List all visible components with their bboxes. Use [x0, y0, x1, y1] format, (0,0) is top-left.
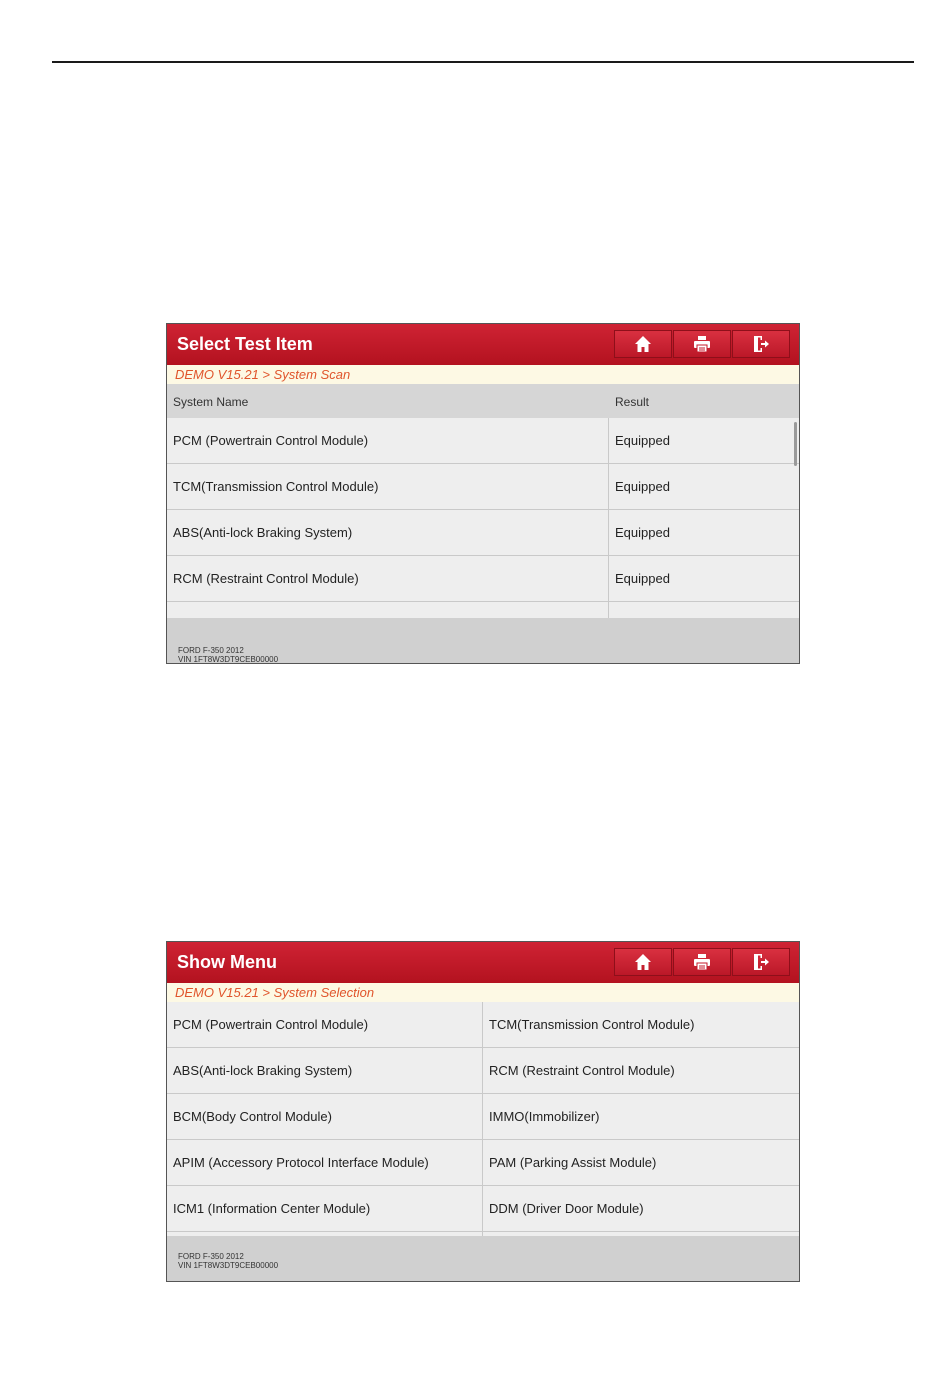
system-name-cell: PCM (Powertrain Control Module) — [173, 433, 369, 448]
system-name-cell: ABS(Anti-lock Braking System) — [173, 525, 353, 540]
print-icon — [693, 335, 711, 353]
result-cell: Equipped — [615, 479, 670, 494]
screen-title: Select Test Item — [177, 334, 313, 354]
breadcrumb: DEMO V15.21 > System Scan — [167, 365, 799, 384]
menu-item[interactable]: ABS(Anti-lock Braking System) — [173, 1063, 353, 1078]
print-button[interactable] — [673, 330, 731, 358]
vehicle-vin: VIN 1FT8W3DT9CEB00000 — [178, 655, 279, 664]
result-cell: Equipped — [615, 571, 670, 586]
menu-item[interactable]: PCM (Powertrain Control Module) — [173, 1017, 369, 1032]
exit-icon — [752, 335, 770, 353]
system-name-cell: RCM (Restraint Control Module) — [173, 571, 359, 586]
show-menu-screen — [166, 941, 800, 1282]
menu-item[interactable]: IMMO(Immobilizer) — [489, 1109, 600, 1124]
result-cell: Equipped — [615, 433, 670, 448]
menu-row — [167, 1140, 799, 1186]
exit-button[interactable] — [732, 948, 790, 976]
system-name-cell: TCM(Transmission Control Module) — [173, 479, 379, 494]
table-row[interactable] — [167, 510, 799, 556]
menu-item[interactable]: APIM (Accessory Protocol Interface Module) — [173, 1155, 429, 1170]
menu-row — [167, 1002, 799, 1048]
result-cell: Equipped — [615, 525, 670, 540]
exit-button[interactable] — [732, 330, 790, 358]
home-icon — [634, 953, 652, 971]
print-button[interactable] — [673, 948, 731, 976]
vehicle-info-footer — [167, 1236, 799, 1282]
vehicle-vin: VIN 1FT8W3DT9CEB00000 — [178, 1261, 279, 1270]
vehicle-info-footer — [167, 618, 799, 664]
home-button[interactable] — [614, 948, 672, 976]
menu-item[interactable]: DDM (Driver Door Module) — [489, 1201, 644, 1216]
menu-item[interactable]: RCM (Restraint Control Module) — [489, 1063, 675, 1078]
title-bar — [167, 942, 799, 983]
table-row[interactable] — [167, 556, 799, 602]
table-row[interactable] — [167, 418, 799, 464]
vehicle-model: FORD F-350 2012 — [178, 1252, 244, 1261]
menu-row — [167, 1094, 799, 1140]
table-row-partial[interactable] — [167, 602, 799, 618]
screen-title: Show Menu — [177, 952, 277, 972]
system-menu-grid[interactable] — [167, 1002, 799, 1236]
home-icon — [634, 335, 652, 353]
home-button[interactable] — [614, 330, 672, 358]
page-top-rule — [52, 61, 914, 63]
column-result: Result — [615, 395, 650, 409]
menu-row — [167, 1048, 799, 1094]
print-icon — [693, 953, 711, 971]
menu-item[interactable]: BCM(Body Control Module) — [173, 1109, 332, 1124]
menu-item[interactable]: TCM(Transmission Control Module) — [489, 1017, 695, 1032]
system-list[interactable] — [167, 418, 799, 618]
table-header — [167, 384, 799, 418]
breadcrumb: DEMO V15.21 > System Selection — [167, 983, 799, 1002]
exit-icon — [752, 953, 770, 971]
menu-row — [167, 1186, 799, 1232]
vehicle-model: FORD F-350 2012 — [178, 646, 244, 655]
column-system-name: System Name — [173, 395, 249, 409]
select-test-item-screen — [166, 323, 800, 664]
title-bar — [167, 324, 799, 365]
menu-item[interactable]: PAM (Parking Assist Module) — [489, 1155, 657, 1170]
menu-item[interactable]: ICM1 (Information Center Module) — [173, 1201, 371, 1216]
scrollbar[interactable] — [794, 422, 797, 466]
table-row[interactable] — [167, 464, 799, 510]
